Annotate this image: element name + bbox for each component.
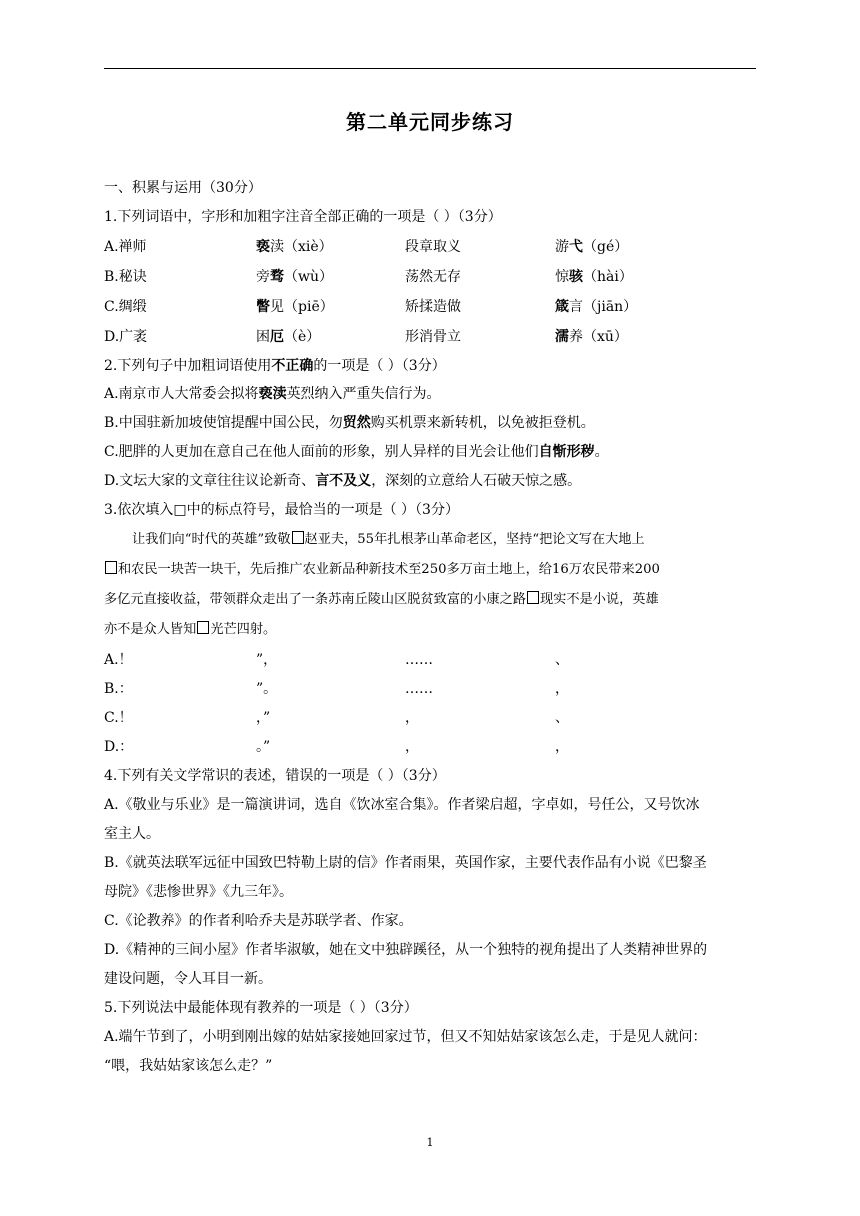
bold-char: 骇	[569, 269, 583, 285]
q4-stem: 4.下列有关文学常识的表述，错误的一项是（ ）（3分）	[104, 768, 446, 784]
bold-char: 弋	[569, 239, 583, 255]
q3-b-c3: ……	[405, 681, 433, 697]
q3-stem: 3.依次填入□中的标点符号，最恰当的一项是（ ）（3分）	[104, 502, 459, 518]
q3-a-c2: ”，	[256, 652, 278, 668]
q3-d-c1: D.：	[104, 739, 134, 755]
section-heading: 一、积累与运用（30分）	[104, 180, 262, 196]
q1-d-c1: D.广袤	[104, 329, 148, 345]
q1-stem: 1.下列词语中，字形和加粗字注音全部正确的一项是（ ）（3分）	[104, 209, 502, 225]
q3-c-c2: ，”	[256, 710, 271, 726]
bold-char: 濡	[555, 329, 569, 345]
q5-option-a-line-1: A.端午节到了，小明到刚出嫁的姑姑家接她回家过节，但又不知姑姑家该怎么走，于是见人就问：	[104, 1029, 707, 1045]
q1-a-c1: A.禅师	[104, 239, 147, 255]
q3-passage-line-1: 让我们向“时代的英雄”致敬 赵亚夫，55年扎根茅山革命老区，坚持“把论文写在大地上	[132, 532, 645, 547]
q3-c-c1: C.！	[104, 710, 133, 726]
q1-c-c1: C.绸缎	[104, 299, 147, 315]
q2-option-b: B.中国驻新加坡使馆提醒中国公民，勿贸然购买机票来新转机，以免被拒登机。	[104, 415, 595, 431]
q1-c-c4: 箴言（jiān）	[555, 299, 638, 315]
q1-d-c3: 形消骨立	[405, 329, 461, 345]
q5-stem: 5.下列说法中最能体现有教养的一项是（ ）（3分）	[104, 1000, 418, 1016]
q1-b-c1: B.秘诀	[104, 269, 147, 285]
q3-passage-line-3: 多亿元直接收益，带领群众走出了一条苏南丘陵山区脱贫致富的小康之路 现实不是小说，英雄	[104, 592, 659, 607]
q3-d-c2: 。”	[256, 739, 271, 755]
q1-a-c2: 亵渎（xiè）	[256, 239, 333, 255]
bold-char: 厄	[270, 329, 284, 345]
bold-char: 瞥	[256, 299, 270, 315]
q1-c-c3: 矫揉造做	[405, 299, 461, 315]
q3-passage-line-2: 和农民一块苦一块干，先后推广农业新品种新技术至250多万亩土地上，给16万农民带来200	[104, 560, 660, 580]
q4-option-a-line-2: 室主人。	[104, 826, 160, 842]
blank-box	[292, 531, 304, 544]
page-title: 第二单元同步练习	[346, 110, 514, 134]
q3-b-c4: ，	[555, 681, 569, 697]
q2-option-a: A.南京市人大常委会拟将亵渎英烈纳入严重失信行为。	[104, 386, 441, 402]
q4-option-d-line-2: 建设问题，令人耳目一新。	[104, 971, 272, 987]
q3-c-c3: ，	[405, 710, 419, 726]
q1-b-c4: 惊骇（hài）	[555, 269, 633, 285]
q3-b-c1: B.：	[104, 681, 133, 697]
q1-d-c4: 濡养（xū）	[555, 329, 628, 345]
q1-d-c2: 困厄（è）	[256, 329, 321, 345]
blank-box	[105, 561, 117, 574]
q3-a-c4: 、	[555, 652, 569, 668]
q3-a-c3: ……	[405, 652, 433, 668]
q4-option-c: C.《论教养》的作者利哈乔夫是苏联学者、作家。	[104, 913, 413, 929]
bold-char: 箴	[555, 299, 569, 315]
q5-option-a-line-2: “喂，我姑姑家该怎么走？”	[104, 1058, 273, 1074]
q2-option-d: D.文坛大家的文章往往议论新奇、言不及义，深刻的立意给人石破天惊之感。	[104, 473, 582, 489]
blank-box	[527, 591, 539, 604]
q3-b-c2: ”。	[256, 681, 278, 697]
q3-c-c4: 、	[555, 710, 569, 726]
q4-option-b-line-2: 母院》《悲惨世界》《九三年》。	[104, 884, 293, 900]
q3-d-c3: ，	[405, 739, 419, 755]
bold-char: 亵	[256, 239, 270, 255]
q1-a-c4: 游弋（gé）	[555, 239, 629, 255]
q3-d-c4: ，	[555, 739, 569, 755]
q2-option-c: C.肥胖的人更加在意自己在他人面前的形象，别人异样的目光会让他们自惭形秽。	[104, 444, 609, 460]
q1-c-c2: 瞥见（piē）	[256, 299, 334, 315]
q1-b-c2: 旁骛（wù）	[256, 269, 333, 285]
blank-box	[197, 621, 209, 634]
q1-b-c3: 荡然无存	[405, 269, 461, 285]
q4-option-b-line-1: B.《就英法联军远征中国致巴特勒上尉的信》作者雨果，英国作家，主要代表作品有小说《巴黎圣	[104, 855, 707, 871]
q3-a-c1: A.！	[104, 652, 133, 668]
page-number: 1	[426, 1136, 434, 1149]
bold-char: 骛	[270, 269, 284, 285]
q1-a-c3: 段章取义	[405, 239, 461, 255]
q2-stem: 2.下列句子中加粗词语使用不正确的一项是（ ）（3分）	[104, 358, 446, 374]
q3-passage-line-4: 亦不是众人皆知 光芒四射。	[104, 622, 277, 637]
q4-option-d-line-1: D.《精神的三间小屋》作者毕淑敏，她在文中独辟蹊径，从一个独特的视角提出了人类精神世界的	[104, 942, 708, 958]
header-rule	[104, 68, 756, 69]
q4-option-a-line-1: A.《敬业与乐业》是一篇演讲词，选自《饮冰室合集》。作者梁启超，字卓如，号任公，又号饮冰	[104, 797, 700, 813]
